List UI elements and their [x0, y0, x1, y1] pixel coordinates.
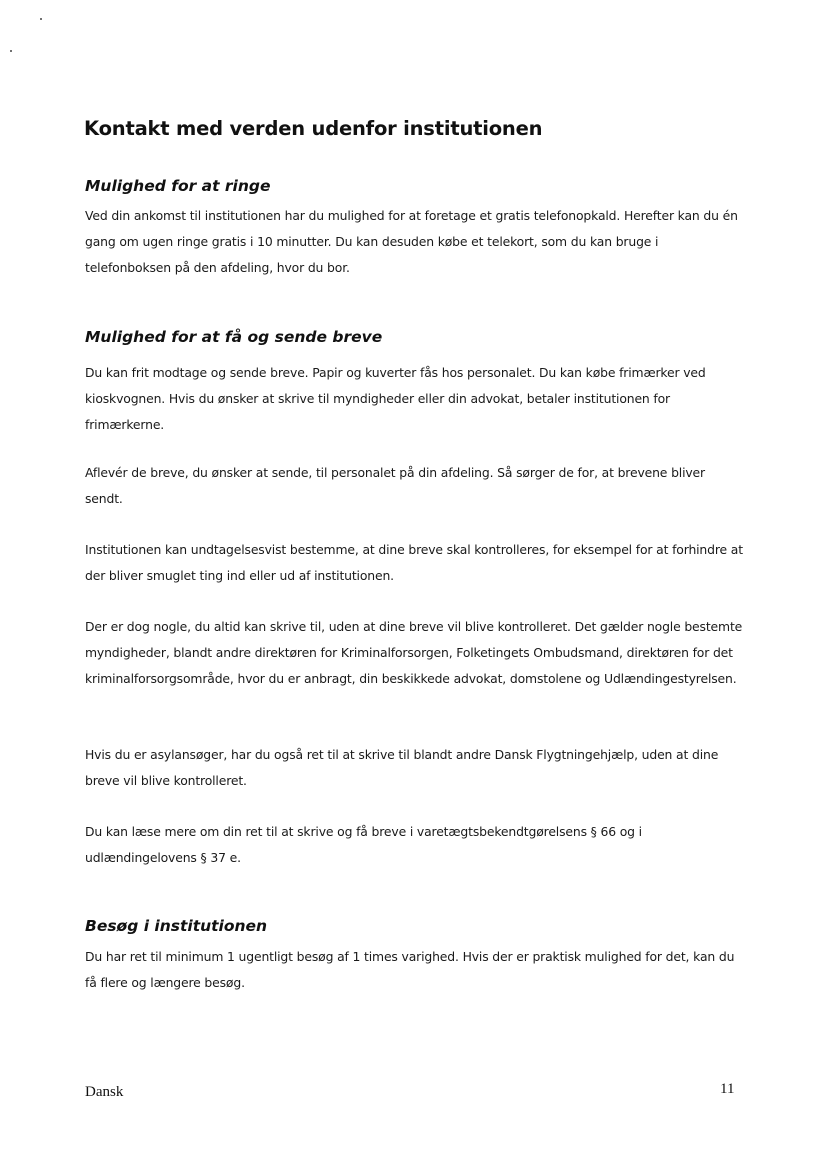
section-heading-besog: Besøg i institutionen [85, 917, 268, 935]
paragraph-breve-6: Du kan læse mere om din ret til at skrive og få breve i varetægtsbekendtgørelsens § 66 og i udlændingelovens § 37 e. [85, 824, 642, 865]
paragraph-breve-3: Institutionen kan undtagelsesvist bestemme, at dine breve skal kontrolleres, for eksempel for at forhindre at der bliver smuglet ting ind eller ud af institutionen. [85, 542, 743, 583]
section-heading-ringe: Mulighed for at ringe [85, 177, 271, 195]
paragraph-breve-4: Der er dog nogle, du altid kan skrive til, uden at dine breve vil blive kontrolleret. Det gælder nogle bestemte myndigheder, blandt andre direktøren for Kriminalforsorgen, Folketingets Ombudsmand, direktøren for det kriminalforsorgsområde, hvor du er anbragt, din beskikkede advokat, domstolene og Udlændingestyrelsen. [85, 619, 743, 686]
paragraph-besog: Du har ret til minimum 1 ugentligt besøg af 1 times varighed. Hvis der er praktisk mulighed for det, kan du få flere og længere besøg. [85, 949, 735, 990]
paragraph-breve-2: Aflevér de breve, du ønsker at sende, til personalet på din afdeling. Så sørger de for, at brevene bliver sendt. [85, 465, 705, 506]
footer-page-number: 11 [720, 1081, 735, 1097]
paragraph-breve-1: Du kan frit modtage og sende breve. Papir og kuverter fås hos personalet. Du kan købe frimærker ved kioskvognen. Hvis du ønsker at skrive til myndigheder eller din advokat, betaler institutionen for frimærkerne. [85, 365, 706, 432]
footer-language: Dansk [85, 1084, 124, 1100]
scan-speck [10, 50, 12, 52]
page-title: Kontakt med verden udenfor institutionen [84, 117, 543, 140]
paragraph-breve-5: Hvis du er asylansøger, har du også ret til at skrive til blandt andre Dansk Flygtningehjælp, uden at dine breve vil blive kontrolleret. [85, 747, 719, 788]
paragraph-ringe: Ved din ankomst til institutionen har du mulighed for at foretage et gratis telefonopkald. Herefter kan du én gang om ugen ringe gratis i 10 minutter. Du kan desuden købe et telekort, som du kan bruge i telefonboksen på den afdeling, hvor du bor. [85, 208, 738, 275]
section-heading-breve: Mulighed for at få og sende breve [85, 328, 383, 346]
scan-speck [40, 18, 42, 20]
